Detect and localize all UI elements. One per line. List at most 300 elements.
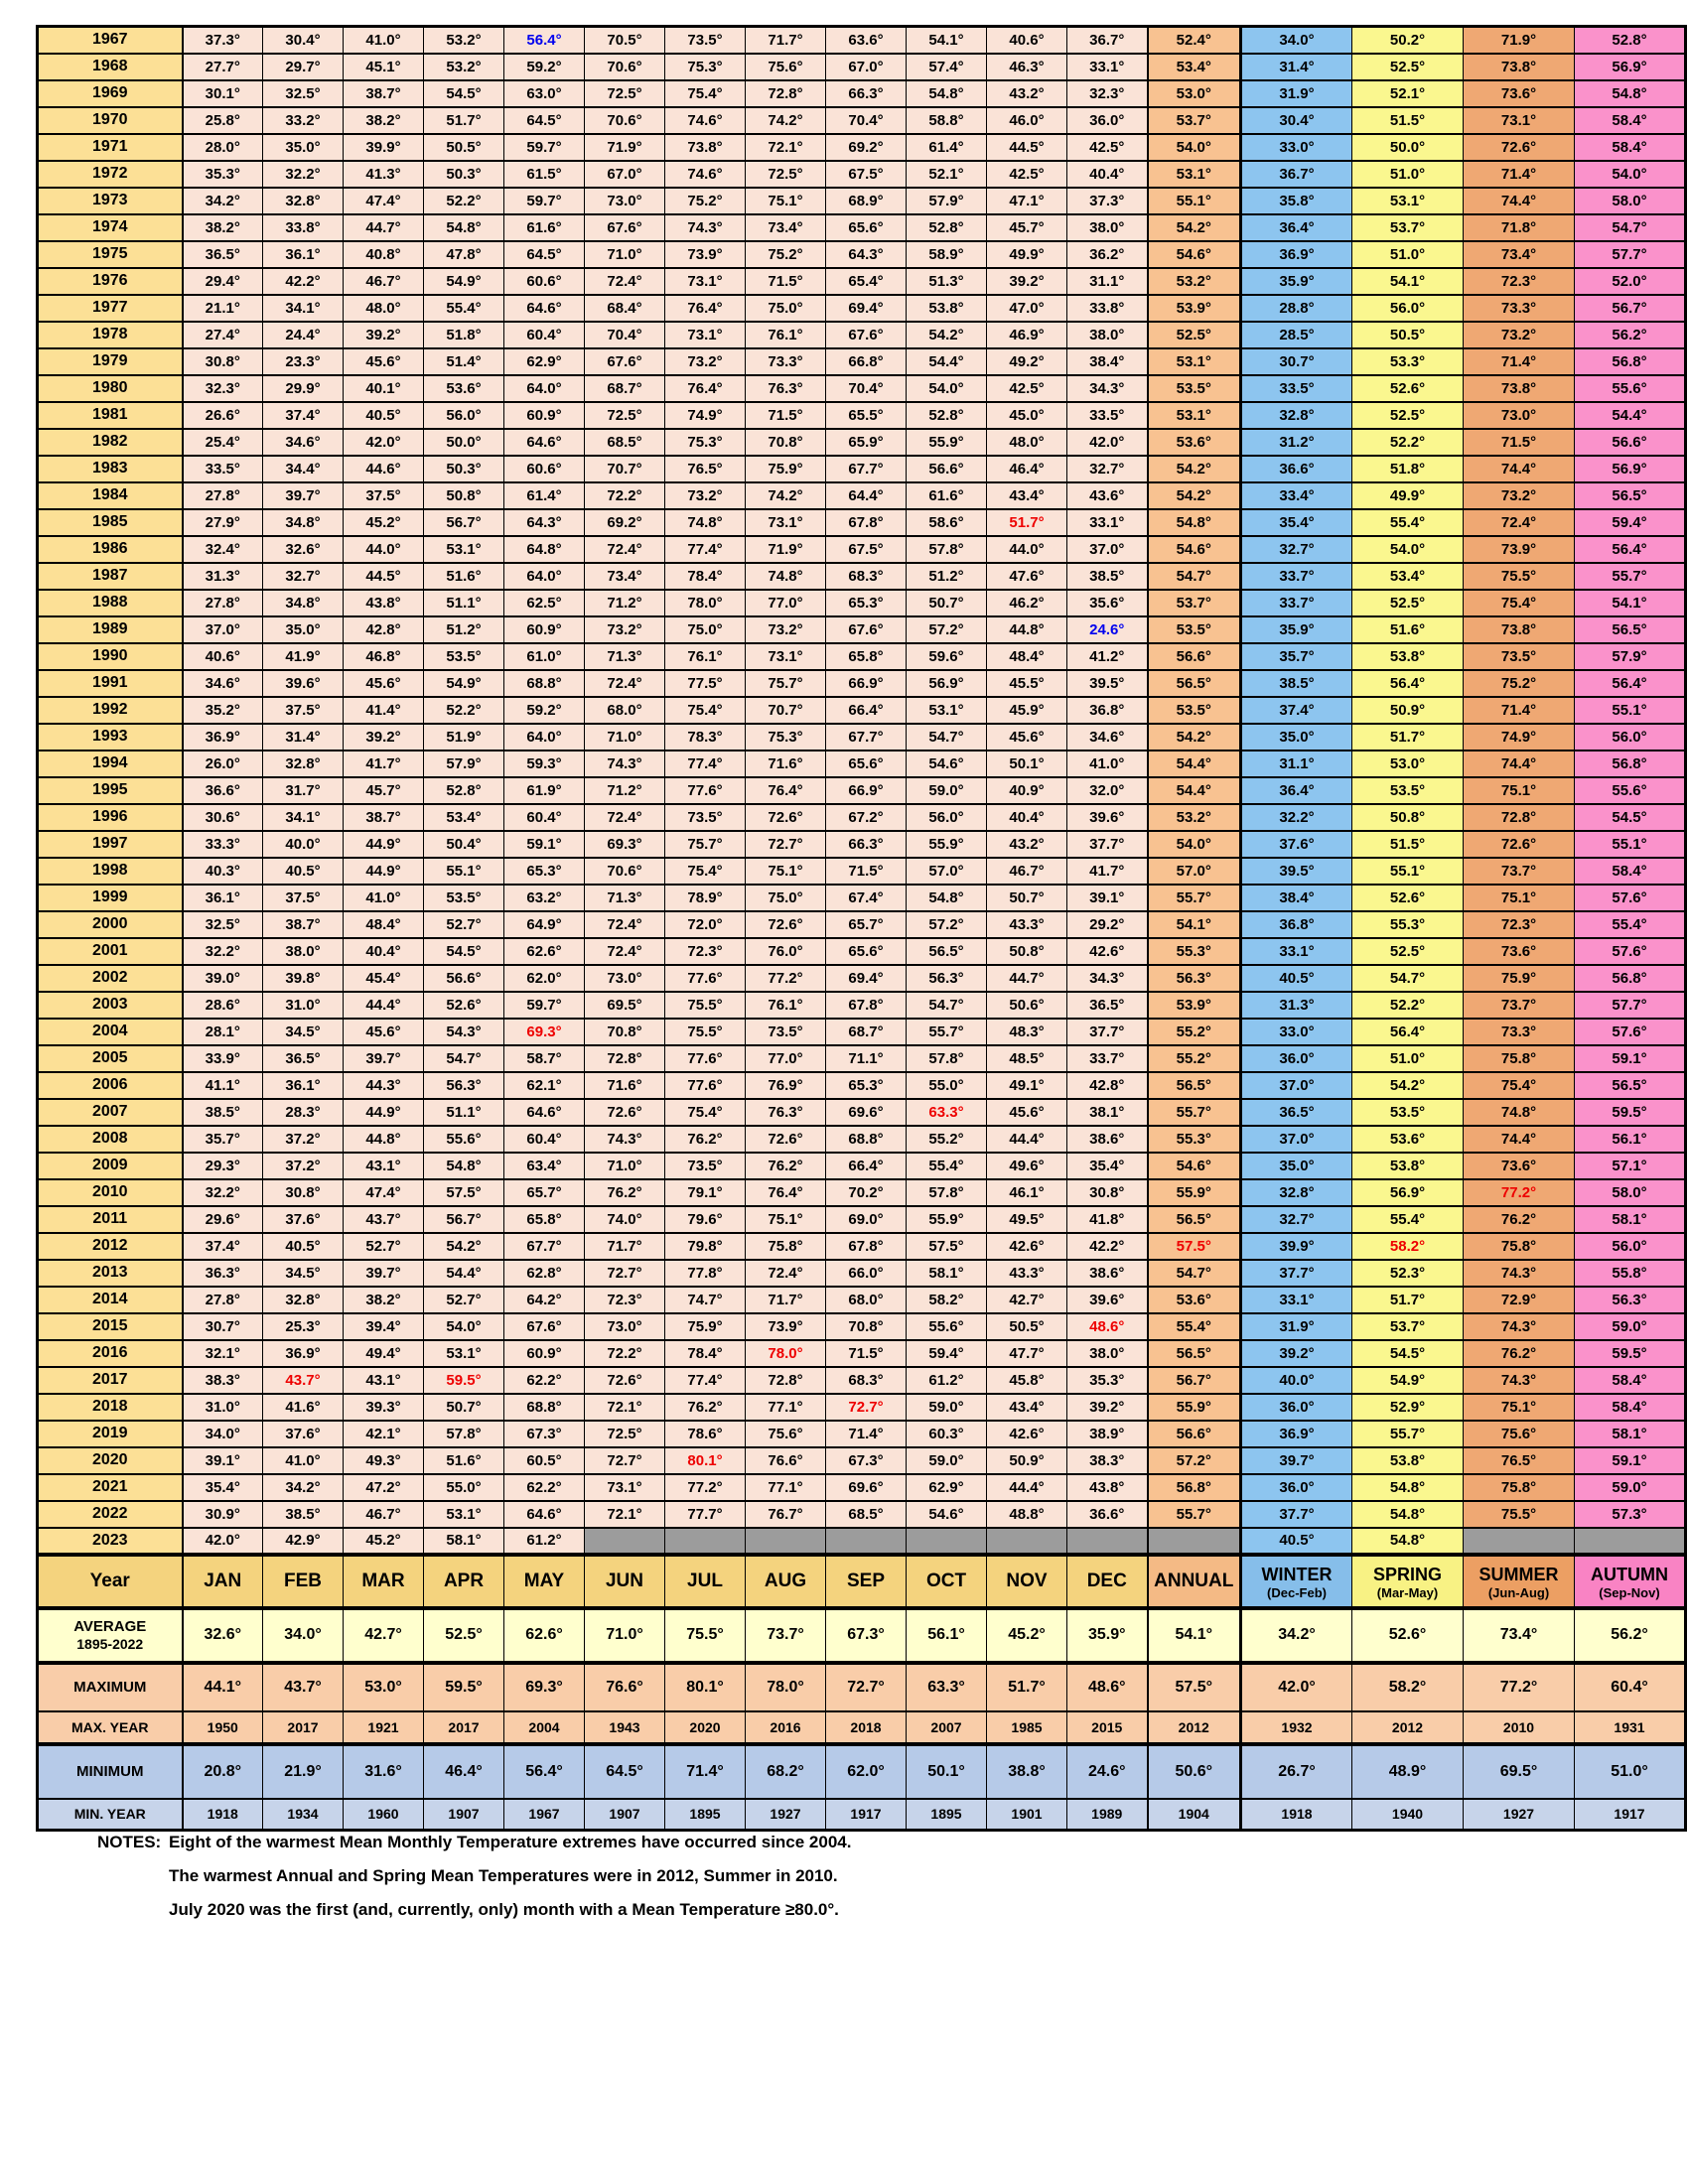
temp-cell: 54.9° — [1352, 1367, 1464, 1394]
temp-cell: 57.5° — [424, 1179, 504, 1206]
temp-cell: 75.8° — [1464, 1233, 1575, 1260]
temp-cell: 58.4° — [1575, 134, 1686, 161]
temp-cell: 40.5° — [1241, 965, 1352, 992]
temp-cell: 53.0° — [1148, 80, 1241, 107]
temp-cell: 51.1° — [424, 1099, 504, 1126]
temp-cell: 70.4° — [826, 375, 907, 402]
temp-cell: 41.0° — [1067, 751, 1148, 777]
temp-cell: 77.6° — [665, 777, 746, 804]
temp-cell: 57.2° — [907, 911, 987, 938]
temp-cell: 36.6° — [1241, 456, 1352, 482]
temp-cell: 71.9° — [1464, 27, 1575, 54]
temp-cell: 33.8° — [1067, 295, 1148, 322]
temp-cell: 43.3° — [987, 911, 1067, 938]
summary-cell: 2020 — [665, 1711, 746, 1744]
temp-cell: 51.6° — [424, 1447, 504, 1474]
temp-cell: 25.4° — [183, 429, 263, 456]
temp-cell: 47.4° — [344, 188, 424, 214]
temp-cell: 34.1° — [263, 804, 344, 831]
notes — [97, 1833, 851, 1934]
temp-cell: 29.7° — [263, 54, 344, 80]
year-cell: 1987 — [38, 563, 183, 590]
temp-cell: 70.8° — [585, 1019, 665, 1045]
note-row-1 — [97, 1833, 851, 1866]
year-cell: 1989 — [38, 616, 183, 643]
summary-cell: 71.0° — [585, 1608, 665, 1663]
temp-cell: 56.3° — [424, 1072, 504, 1099]
temp-cell: 71.7° — [585, 1233, 665, 1260]
temp-cell: 36.4° — [1241, 777, 1352, 804]
month-column-header: OCT — [907, 1555, 987, 1608]
temp-cell: 55.2° — [1148, 1019, 1241, 1045]
temp-cell: 71.3° — [585, 885, 665, 911]
table-row-1977 — [38, 295, 1686, 322]
summary-cell: 51.7° — [987, 1663, 1067, 1711]
temp-cell: 63.3° — [907, 1099, 987, 1126]
temp-cell: 71.5° — [1464, 429, 1575, 456]
temp-cell: 73.8° — [665, 134, 746, 161]
temp-cell: 32.8° — [1241, 402, 1352, 429]
temp-cell: 71.2° — [585, 777, 665, 804]
temp-cell: 50.0° — [424, 429, 504, 456]
table-row-1971 — [38, 134, 1686, 161]
summary-cell: 1918 — [1241, 1799, 1352, 1831]
temp-cell: 65.5° — [826, 402, 907, 429]
temp-cell: 76.2° — [665, 1394, 746, 1421]
table-row-1999 — [38, 885, 1686, 911]
temp-cell: 59.1° — [504, 831, 585, 858]
temp-cell: 48.4° — [987, 643, 1067, 670]
temp-cell: 60.5° — [504, 1447, 585, 1474]
temp-cell: 56.6° — [1148, 643, 1241, 670]
temp-cell: 58.0° — [1575, 188, 1686, 214]
temp-cell: 61.6° — [504, 214, 585, 241]
temp-cell: 59.1° — [1575, 1447, 1686, 1474]
temp-cell: 54.5° — [424, 80, 504, 107]
temp-cell: 24.4° — [263, 322, 344, 348]
temp-cell: 62.2° — [504, 1367, 585, 1394]
temp-cell: 76.3° — [746, 375, 826, 402]
temp-cell: 38.0° — [1067, 214, 1148, 241]
year-cell: 1974 — [38, 214, 183, 241]
temp-cell: 44.5° — [344, 563, 424, 590]
temp-cell: 54.8° — [907, 80, 987, 107]
temp-cell: 50.9° — [1352, 697, 1464, 724]
summary-cell: 2012 — [1352, 1711, 1464, 1744]
temp-cell: 52.2° — [1352, 429, 1464, 456]
temp-cell: 51.7° — [424, 107, 504, 134]
temp-cell: 37.7° — [1241, 1260, 1352, 1287]
temp-cell: 71.0° — [585, 724, 665, 751]
temp-cell: 56.0° — [1352, 295, 1464, 322]
temp-cell: 52.6° — [1352, 885, 1464, 911]
temperature-table — [36, 25, 1687, 1832]
temp-cell: 34.6° — [263, 429, 344, 456]
temp-cell: 40.6° — [183, 643, 263, 670]
year-cell: 1980 — [38, 375, 183, 402]
temp-cell: 54.4° — [907, 348, 987, 375]
temp-cell: 74.9° — [665, 402, 746, 429]
temp-cell: 78.4° — [665, 563, 746, 590]
temp-cell: 35.6° — [1067, 590, 1148, 616]
temp-cell: 72.7° — [746, 831, 826, 858]
temp-cell: 55.6° — [907, 1313, 987, 1340]
temp-cell: 79.8° — [665, 1233, 746, 1260]
table-row-1980 — [38, 375, 1686, 402]
temp-cell: 32.7° — [1067, 456, 1148, 482]
month-column-header: NOV — [987, 1555, 1067, 1608]
temp-cell: 64.3° — [826, 241, 907, 268]
year-cell: 1998 — [38, 858, 183, 885]
temp-cell: 32.8° — [1241, 1179, 1352, 1206]
table-row-1986 — [38, 536, 1686, 563]
temp-cell: 52.9° — [1352, 1394, 1464, 1421]
temp-cell: 55.7° — [1148, 1501, 1241, 1528]
temp-cell: 56.4° — [1575, 670, 1686, 697]
summary-cell: 72.7° — [826, 1663, 907, 1711]
summary-cell: 76.6° — [585, 1663, 665, 1711]
temp-cell: 53.4° — [424, 804, 504, 831]
temp-cell: 72.4° — [585, 670, 665, 697]
temp-cell: 69.0° — [826, 1206, 907, 1233]
temp-cell: 53.1° — [907, 697, 987, 724]
temp-cell: 29.6° — [183, 1206, 263, 1233]
temp-cell: 54.7° — [1148, 1260, 1241, 1287]
temp-cell: 59.2° — [504, 54, 585, 80]
temp-cell: 37.6° — [1241, 831, 1352, 858]
temp-cell: 41.0° — [344, 885, 424, 911]
summary-cell: 77.2° — [1464, 1663, 1575, 1711]
temp-cell: 59.6° — [907, 643, 987, 670]
summary-cell: 50.1° — [907, 1744, 987, 1799]
temp-cell: 56.6° — [907, 456, 987, 482]
temp-cell: 76.9° — [746, 1072, 826, 1099]
temp-cell: 32.4° — [183, 536, 263, 563]
year-cell: 1968 — [38, 54, 183, 80]
temp-cell: 67.3° — [504, 1421, 585, 1447]
temp-cell: 39.6° — [263, 670, 344, 697]
summary-cell: 63.3° — [907, 1663, 987, 1711]
temp-cell: 53.1° — [1352, 188, 1464, 214]
summary-cell: 1989 — [1067, 1799, 1148, 1831]
temp-cell: 74.4° — [1464, 456, 1575, 482]
temp-cell: 73.5° — [665, 1153, 746, 1179]
year-cell: 1993 — [38, 724, 183, 751]
temp-cell: 53.7° — [1148, 590, 1241, 616]
temp-cell: 52.8° — [907, 402, 987, 429]
temp-cell: 65.3° — [504, 858, 585, 885]
table-body — [38, 27, 1686, 1831]
temp-cell: 56.5° — [1148, 1340, 1241, 1367]
temp-cell: 57.9° — [907, 188, 987, 214]
temp-cell: 53.9° — [1148, 992, 1241, 1019]
temp-cell: 77.8° — [665, 1260, 746, 1287]
temp-cell: 58.2° — [907, 1287, 987, 1313]
table-row-1970 — [38, 107, 1686, 134]
temp-cell: 63.0° — [504, 80, 585, 107]
table-row-1974 — [38, 214, 1686, 241]
summary-cell: 58.2° — [1352, 1663, 1464, 1711]
temp-cell: 54.2° — [424, 1233, 504, 1260]
temp-cell: 59.4° — [1575, 509, 1686, 536]
temp-cell: 56.0° — [1575, 724, 1686, 751]
temp-cell: 30.8° — [1067, 1179, 1148, 1206]
temp-cell: 42.5° — [987, 375, 1067, 402]
temp-cell: 63.2° — [504, 885, 585, 911]
year-cell: 2008 — [38, 1126, 183, 1153]
year-cell: 1995 — [38, 777, 183, 804]
temp-cell: 69.4° — [826, 965, 907, 992]
temp-cell: 75.4° — [665, 1099, 746, 1126]
temp-cell: 38.2° — [344, 1287, 424, 1313]
temp-cell: 39.0° — [183, 965, 263, 992]
temp-cell: 31.1° — [1067, 268, 1148, 295]
temp-cell: 58.4° — [1575, 1394, 1686, 1421]
temp-cell: 34.4° — [263, 456, 344, 482]
temp-cell: 36.9° — [1241, 241, 1352, 268]
spring-column-header: SPRING (Mar-May) — [1352, 1555, 1464, 1608]
temp-cell: 32.0° — [1067, 777, 1148, 804]
temp-cell: 57.6° — [1575, 1019, 1686, 1045]
temp-cell: 59.5° — [424, 1367, 504, 1394]
year-cell: 2012 — [38, 1233, 183, 1260]
year-cell: 1973 — [38, 188, 183, 214]
temp-cell: 65.7° — [826, 911, 907, 938]
temp-cell: 54.9° — [424, 670, 504, 697]
temp-cell: 28.3° — [263, 1099, 344, 1126]
temp-cell: 50.8° — [1352, 804, 1464, 831]
temp-cell: 54.6° — [907, 751, 987, 777]
temp-cell: 43.7° — [263, 1367, 344, 1394]
temp-cell: 54.8° — [1352, 1528, 1464, 1555]
temp-cell: 76.2° — [585, 1179, 665, 1206]
temp-cell: 66.4° — [826, 1153, 907, 1179]
temp-cell: 38.0° — [1067, 1340, 1148, 1367]
summary-cell: 51.0° — [1575, 1744, 1686, 1799]
temp-cell: 75.2° — [746, 241, 826, 268]
temp-cell: 61.9° — [504, 777, 585, 804]
temp-cell: 56.3° — [1575, 1287, 1686, 1313]
temp-cell: 58.1° — [1575, 1421, 1686, 1447]
temp-cell: 40.6° — [987, 27, 1067, 54]
temp-cell: 40.4° — [344, 938, 424, 965]
temp-cell: 72.7° — [826, 1394, 907, 1421]
temp-cell: 53.5° — [424, 885, 504, 911]
temp-cell: 67.6° — [826, 616, 907, 643]
summary-cell: 43.7° — [263, 1663, 344, 1711]
temp-cell: 78.6° — [665, 1421, 746, 1447]
temp-cell: 30.7° — [183, 1313, 263, 1340]
column-header-row — [38, 1555, 1686, 1608]
summary-cell: 53.0° — [344, 1663, 424, 1711]
table-row-1995 — [38, 777, 1686, 804]
temp-cell: 59.2° — [504, 697, 585, 724]
temp-cell: 31.9° — [1241, 1313, 1352, 1340]
temp-cell: 57.2° — [1148, 1447, 1241, 1474]
temp-cell: 66.3° — [826, 80, 907, 107]
temp-cell: 36.2° — [1067, 241, 1148, 268]
summary-cell: 24.6° — [1067, 1744, 1148, 1799]
temp-cell: 39.1° — [183, 1447, 263, 1474]
temp-cell: 38.9° — [1067, 1421, 1148, 1447]
temp-cell: 47.7° — [987, 1340, 1067, 1367]
temp-cell: 56.5° — [1575, 482, 1686, 509]
temp-cell: 59.5° — [1575, 1099, 1686, 1126]
note-line-3: July 2020 was the first (and, currently, only) month with a Mean Temperature ≥80.0°. — [169, 1900, 839, 1919]
temp-cell: 65.9° — [826, 429, 907, 456]
temp-cell: 55.8° — [1575, 1260, 1686, 1287]
year-cell: 1994 — [38, 751, 183, 777]
year-cell: 2004 — [38, 1019, 183, 1045]
month-column-header: JUL — [665, 1555, 746, 1608]
temp-cell: 50.7° — [424, 1394, 504, 1421]
temp-cell: 34.8° — [263, 509, 344, 536]
temp-cell: 55.4° — [1352, 1206, 1464, 1233]
temp-cell: 31.7° — [263, 777, 344, 804]
year-cell: 2014 — [38, 1287, 183, 1313]
temp-cell: 68.5° — [585, 429, 665, 456]
temp-cell: 54.7° — [1352, 965, 1464, 992]
minimum-row — [38, 1744, 1686, 1799]
temp-cell: 73.5° — [665, 804, 746, 831]
table-row-1968 — [38, 54, 1686, 80]
summary-cell: 35.9° — [1067, 1608, 1148, 1663]
temp-cell: 56.2° — [1575, 322, 1686, 348]
table-row-1978 — [38, 322, 1686, 348]
temp-cell: 36.5° — [183, 241, 263, 268]
temp-cell: 73.9° — [1464, 536, 1575, 563]
temp-cell: 74.8° — [1464, 1099, 1575, 1126]
temp-cell: 68.0° — [826, 1287, 907, 1313]
year-cell: 2018 — [38, 1394, 183, 1421]
temp-cell: 27.7° — [183, 54, 263, 80]
summary-cell: 1895 — [665, 1799, 746, 1831]
temp-cell: 57.9° — [1575, 643, 1686, 670]
temp-cell: 64.0° — [504, 375, 585, 402]
temp-cell: 55.9° — [907, 429, 987, 456]
temp-cell: 54.4° — [1575, 402, 1686, 429]
temp-cell: 75.9° — [665, 1313, 746, 1340]
temp-cell: 73.8° — [1464, 616, 1575, 643]
temp-cell: 56.8° — [1575, 348, 1686, 375]
temp-cell: 54.0° — [424, 1313, 504, 1340]
table-row-1997 — [38, 831, 1686, 858]
temp-cell: 66.8° — [826, 348, 907, 375]
temp-cell: 57.2° — [907, 616, 987, 643]
temp-cell: 61.0° — [504, 643, 585, 670]
temp-cell: 35.8° — [1241, 188, 1352, 214]
year-cell: 1992 — [38, 697, 183, 724]
temp-cell: 34.2° — [183, 188, 263, 214]
summary-cell: 2015 — [1067, 1711, 1148, 1744]
temp-cell: 64.5° — [504, 241, 585, 268]
temp-cell: 65.7° — [504, 1179, 585, 1206]
temp-cell: 75.3° — [746, 724, 826, 751]
temp-cell: 24.6° — [1067, 616, 1148, 643]
temp-cell: 70.7° — [585, 456, 665, 482]
month-column-header: JUN — [585, 1555, 665, 1608]
temp-cell: 30.1° — [183, 80, 263, 107]
temp-cell: 38.3° — [183, 1367, 263, 1394]
temp-cell: 60.9° — [504, 1340, 585, 1367]
temp-cell: 67.6° — [585, 348, 665, 375]
temp-cell: 67.8° — [826, 992, 907, 1019]
temp-cell: 72.4° — [585, 804, 665, 831]
missing-cell — [826, 1528, 907, 1555]
temp-cell: 74.4° — [1464, 188, 1575, 214]
temp-cell: 59.0° — [907, 1394, 987, 1421]
temp-cell: 75.2° — [1464, 670, 1575, 697]
average-row — [38, 1608, 1686, 1663]
temp-cell: 34.0° — [1241, 27, 1352, 54]
temp-cell: 75.5° — [1464, 563, 1575, 590]
temp-cell: 36.9° — [263, 1340, 344, 1367]
temp-cell: 52.0° — [1575, 268, 1686, 295]
temp-cell: 44.5° — [987, 134, 1067, 161]
temp-cell: 53.2° — [1148, 804, 1241, 831]
temp-cell: 77.0° — [746, 1045, 826, 1072]
summary-cell: 38.8° — [987, 1744, 1067, 1799]
temp-cell: 35.9° — [1241, 616, 1352, 643]
summary-cell: 62.6° — [504, 1608, 585, 1663]
temp-cell: 72.6° — [585, 1099, 665, 1126]
temp-cell: 56.5° — [1148, 670, 1241, 697]
temp-cell: 73.0° — [585, 965, 665, 992]
temp-cell: 45.6° — [344, 1019, 424, 1045]
temp-cell: 61.5° — [504, 161, 585, 188]
temp-cell: 52.7° — [424, 911, 504, 938]
temp-cell: 45.6° — [987, 1099, 1067, 1126]
temp-cell: 53.1° — [1148, 161, 1241, 188]
temp-cell: 29.3° — [183, 1153, 263, 1179]
year-cell: 2022 — [38, 1501, 183, 1528]
table-row-1982 — [38, 429, 1686, 456]
temp-cell: 43.2° — [987, 831, 1067, 858]
temp-cell: 76.2° — [665, 1126, 746, 1153]
summary-cell: 26.7° — [1241, 1744, 1352, 1799]
temp-cell: 33.1° — [1067, 509, 1148, 536]
temp-cell: 53.8° — [907, 295, 987, 322]
temp-cell: 73.2° — [746, 616, 826, 643]
maximum-label: MAXIMUM — [38, 1663, 183, 1711]
temp-cell: 42.8° — [344, 616, 424, 643]
temp-cell: 79.6° — [665, 1206, 746, 1233]
temp-cell: 55.6° — [424, 1126, 504, 1153]
temp-cell: 53.2° — [424, 54, 504, 80]
temp-cell: 37.3° — [183, 27, 263, 54]
temp-cell: 56.8° — [1575, 751, 1686, 777]
temp-cell: 56.3° — [1148, 965, 1241, 992]
temp-cell: 50.0° — [1352, 134, 1464, 161]
temp-cell: 42.7° — [987, 1287, 1067, 1313]
temp-cell: 54.8° — [1352, 1501, 1464, 1528]
temp-cell: 33.7° — [1241, 563, 1352, 590]
table-row-2004 — [38, 1019, 1686, 1045]
missing-cell — [907, 1528, 987, 1555]
table-row-1972 — [38, 161, 1686, 188]
temp-cell: 50.6° — [987, 992, 1067, 1019]
temp-cell: 56.9° — [907, 670, 987, 697]
summary-cell: 52.5° — [424, 1608, 504, 1663]
temp-cell: 28.0° — [183, 134, 263, 161]
summary-cell: 69.5° — [1464, 1744, 1575, 1799]
temp-cell: 74.7° — [665, 1287, 746, 1313]
temp-cell: 55.1° — [1352, 858, 1464, 885]
temp-cell: 60.4° — [504, 1126, 585, 1153]
temp-cell: 67.5° — [826, 536, 907, 563]
temp-cell: 69.2° — [585, 509, 665, 536]
temp-cell: 32.7° — [1241, 536, 1352, 563]
